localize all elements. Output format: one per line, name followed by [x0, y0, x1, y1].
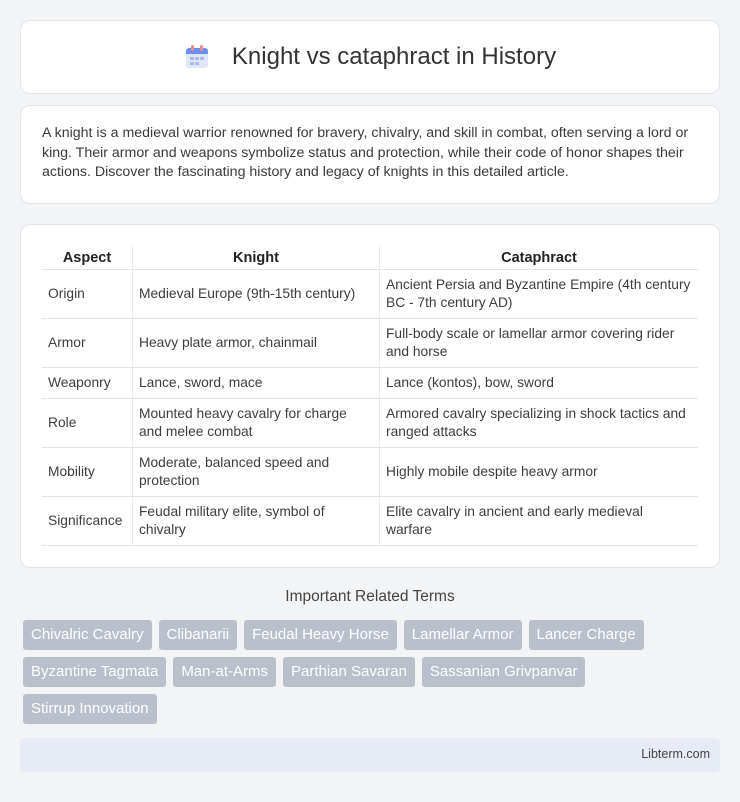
table-row [42, 368, 698, 399]
tag-lancer-charge[interactable]: Lancer Charge [529, 620, 644, 650]
comparison-table [42, 246, 698, 546]
tag-sassanian-grivpanvar[interactable]: Sassanian Grivpanvar [422, 657, 586, 687]
table-row [42, 399, 698, 448]
calendar-icon [184, 44, 210, 70]
related-tags [23, 620, 723, 731]
header-knight: Knight [132, 246, 379, 270]
header-card [20, 20, 720, 94]
cell-knight: Mounted heavy cavalry for charge and melee combat [132, 399, 379, 448]
intro-card [20, 105, 720, 204]
cell-cataphract: Armored cavalry specializing in shock tactics and ranged attacks [379, 399, 698, 448]
tag-lamellar-armor[interactable]: Lamellar Armor [404, 620, 522, 650]
cell-cataphract: Ancient Persia and Byzantine Empire (4th century BC - 7th century AD) [379, 270, 698, 319]
tag-byzantine-tagmata[interactable]: Byzantine Tagmata [23, 657, 166, 687]
cell-cataphract: Elite cavalry in ancient and early medieval warfare [379, 497, 698, 546]
cell-cataphract: Highly mobile despite heavy armor [379, 448, 698, 497]
tag-feudal-heavy-horse[interactable]: Feudal Heavy Horse [244, 620, 397, 650]
tag-man-at-arms[interactable]: Man-at-Arms [173, 657, 276, 687]
page-title: Knight vs cataphract in History [231, 43, 557, 70]
cell-cataphract: Lance (kontos), bow, sword [379, 368, 698, 399]
cell-cataphract: Full-body scale or lamellar armor covering rider and horse [379, 319, 698, 368]
table-header-row [42, 246, 698, 270]
cell-knight: Heavy plate armor, chainmail [132, 319, 379, 368]
cell-knight: Medieval Europe (9th-15th century) [132, 270, 379, 319]
intro-text: A knight is a medieval warrior renowned for bravery, chivalry, and skill in combat, often serving a lord or king. Their armor and weapons symbolize status and protection, while their code of honor shapes their actions. Discover the fascinating history and legacy of knights in this detailed article. [42, 125, 689, 181]
tag-stirrup-innovation[interactable]: Stirrup Innovation [23, 694, 157, 724]
cell-aspect: Origin [42, 270, 132, 319]
cell-aspect: Role [42, 399, 132, 448]
footer-site-link[interactable]: Libterm.com [641, 747, 710, 761]
table-row [42, 448, 698, 497]
cell-aspect: Mobility [42, 448, 132, 497]
tag-parthian-savaran[interactable]: Parthian Savaran [283, 657, 415, 687]
comparison-card [20, 224, 720, 568]
table-row [42, 497, 698, 546]
footer [20, 738, 720, 772]
tag-chivalric-cavalry[interactable]: Chivalric Cavalry [23, 620, 152, 650]
cell-knight: Moderate, balanced speed and protection [132, 448, 379, 497]
cell-knight: Feudal military elite, symbol of chivalry [132, 497, 379, 546]
table-row [42, 270, 698, 319]
cell-aspect: Significance [42, 497, 132, 546]
related-terms-title: Important Related Terms [285, 588, 455, 605]
cell-aspect: Armor [42, 319, 132, 368]
tag-clibanarii[interactable]: Clibanarii [159, 620, 238, 650]
table-row [42, 319, 698, 368]
cell-aspect: Weaponry [42, 368, 132, 399]
cell-knight: Lance, sword, mace [132, 368, 379, 399]
header-cataphract: Cataphract [379, 246, 698, 270]
header-aspect: Aspect [42, 246, 132, 270]
